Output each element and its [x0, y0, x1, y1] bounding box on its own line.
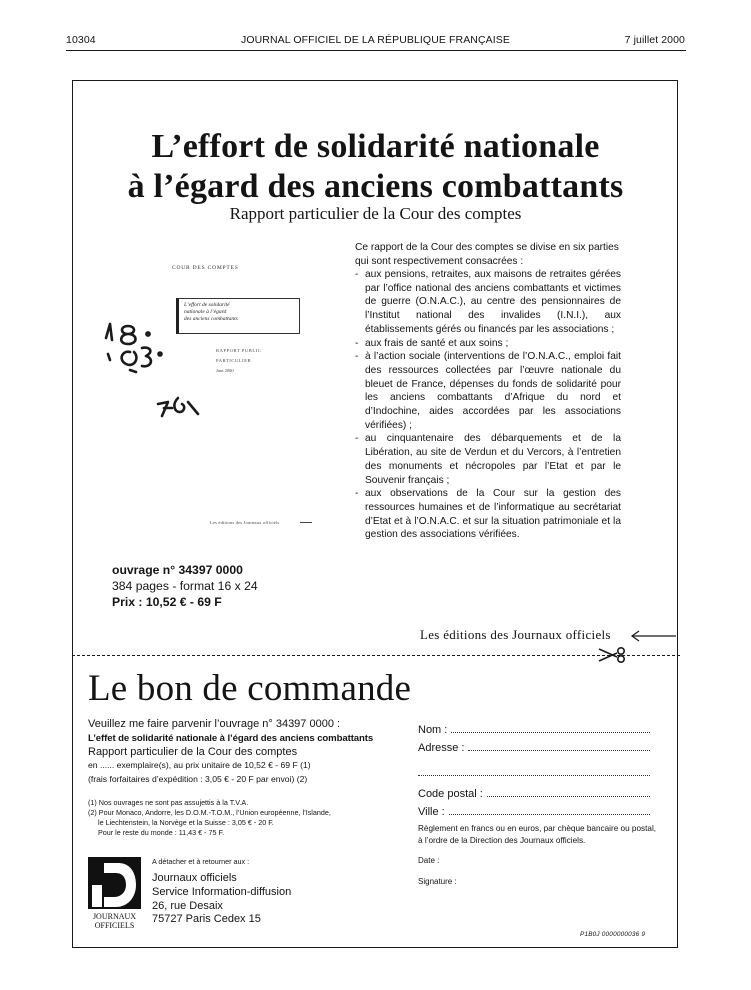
description-intro: Ce rapport de la Cour des comptes se divise en six parties qui sont respectivement consacrées :	[355, 242, 619, 267]
list-item: - aux observations de la Cour sur la gestion des ressources humaines et de l’informatique au secrétariat d’Etat et à l’O.N.A.C. et sur la situation patrimoniale et la gestion des associations vérifiées.	[355, 487, 621, 542]
description-list	[355, 268, 621, 542]
cover-report-label: RAPPORT PUBLIC	[216, 348, 262, 353]
signature-label: Signature :	[418, 877, 457, 886]
note: (2) Pour Monaco, Andorre, les D.O.M.-T.O.M., l’Union européenne, l’Islande,	[88, 808, 331, 817]
return-address	[152, 872, 291, 927]
adresse-field-line-2[interactable]	[418, 756, 650, 776]
cover-title-line: L’effort de solidarité	[184, 302, 230, 308]
order-notes	[88, 798, 331, 838]
issue-date: 7 juillet 2000	[624, 34, 685, 46]
cover-footer: Les éditions des Journaux officiels	[210, 520, 280, 525]
note: le Liechtenstein, la Norvège et la Suisse : 3,05 € - 20 F.	[98, 818, 274, 827]
cut-line	[72, 655, 680, 656]
page-number: 10304	[66, 34, 96, 46]
logo-text: JOURNAUX	[92, 912, 137, 921]
address-line: 26, rue Desaix	[152, 899, 223, 912]
cover-report-sub: PARTICULIER	[216, 358, 252, 363]
ville-row	[418, 800, 650, 818]
order-line: Rapport particulier de la Cour des comptes	[88, 745, 298, 758]
ville-label: Ville :	[418, 806, 445, 818]
address-line: 75727 Paris Cedex 15	[152, 913, 261, 926]
date-label: Date :	[418, 856, 440, 865]
nom-row	[418, 718, 650, 736]
handwritten-annotation	[100, 312, 210, 432]
ouvrage-format: 384 pages - format 16 x 24	[112, 578, 258, 593]
code-postal-row	[418, 782, 650, 800]
payment-instructions: Règlement en francs ou en euros, par chèque bancaire ou postal, à l’ordre de la Direction des Journaux officiels.	[418, 824, 657, 845]
code-postal-field[interactable]	[487, 796, 650, 797]
ville-field[interactable]	[449, 814, 650, 815]
journal-title: JOURNAL OFFICIEL DE LA RÉPUBLIQUE FRANÇAISE	[241, 34, 510, 46]
scissors-icon	[597, 644, 627, 666]
list-item: - aux pensions, retraites, aux maisons de retraites gérées par l’office national des anciens combattants et victimes de guerre (O.N.A.C.), au centre des pensionnaires de l’Institut national des invalides (I.N.I.), aux établissements gérés ou financés par les associations ;	[355, 268, 621, 337]
logo-text: OFFICIELS	[94, 921, 135, 930]
nom-label: Nom :	[418, 724, 448, 736]
customer-form	[418, 718, 650, 818]
code-postal-label: Code postal :	[418, 788, 483, 800]
list-item: - à l’action sociale (interventions de l’O.N.A.C., emploi fait des ressources collectées par l’œuvre nationale du bleuet de France, dépenses du fonds de solidarité pour les anciens combattants d’Afrique du nord et d’Indochine, aides accordées par les associations vérifiées) ;	[355, 350, 621, 432]
arrow-left-icon	[630, 630, 678, 642]
detach-instruction: A détacher et à retourner aux :	[152, 857, 250, 866]
order-text	[88, 718, 373, 787]
ouvrage-info	[112, 563, 258, 610]
adresse-row	[418, 736, 650, 754]
note: (1) Nos ouvrages ne sont pas assujettis à la T.V.A.	[88, 798, 249, 807]
list-item: - au cinquantenaire des débarquements et de la Libération, au site de Verdun et du Vercors, à l’entretien des monuments et nécropoles par l’Etat et par le Souvenir français ;	[355, 432, 621, 487]
ouvrage-price: Prix : 10,52 € - 69 F	[112, 594, 222, 609]
header-rule	[66, 50, 686, 51]
cover-title-line: nationale à l’égard	[184, 309, 227, 315]
ouvrage-number: ouvrage n° 34397 0000	[112, 563, 243, 577]
address-line: Journaux officiels	[152, 872, 237, 884]
title-line-1: L’effort de solidarité nationale	[151, 128, 600, 165]
note: Pour le reste du monde : 11,43 € - 75 F.	[98, 828, 225, 837]
order-quantity-line: en ...... exemplaire(s), au prix unitaire de 10,52 € - 69 F (1)	[88, 760, 311, 771]
address-line: Service Information-diffusion	[152, 885, 292, 898]
nom-field[interactable]	[451, 732, 650, 733]
order-shipping-line: (frais forfaitaires d’expédition : 3,05 € - 20 F par envoi) (2)	[88, 774, 308, 785]
order-line: Veuillez me faire parvenir l’ouvrage n° 34397 0000 :	[88, 718, 341, 730]
cover-report-date: Juin 2000	[216, 368, 234, 373]
cover-title-line: des anciens combattants	[184, 316, 238, 322]
adresse-label: Adresse :	[418, 742, 465, 754]
reference-code: P1B0J 0000000036 9	[580, 931, 646, 938]
journaux-officiels-logo	[88, 857, 141, 930]
list-item: - aux frais de santé et aux soins ;	[355, 337, 621, 351]
cover-header: COUR DES COMPTES	[172, 265, 239, 271]
publisher-label: Les éditions des Journaux officiels	[420, 627, 611, 642]
subtitle: Rapport particulier de la Cour des comptes	[229, 204, 522, 223]
adresse-field[interactable]	[468, 750, 650, 751]
cover-footer-dash	[300, 522, 312, 523]
order-title: L’effet de solidarité nationale à l’égard des anciens combattants	[88, 732, 374, 744]
order-heading: Le bon de commande	[88, 668, 412, 709]
title-line-2: à l’égard des anciens combattants	[127, 168, 624, 205]
